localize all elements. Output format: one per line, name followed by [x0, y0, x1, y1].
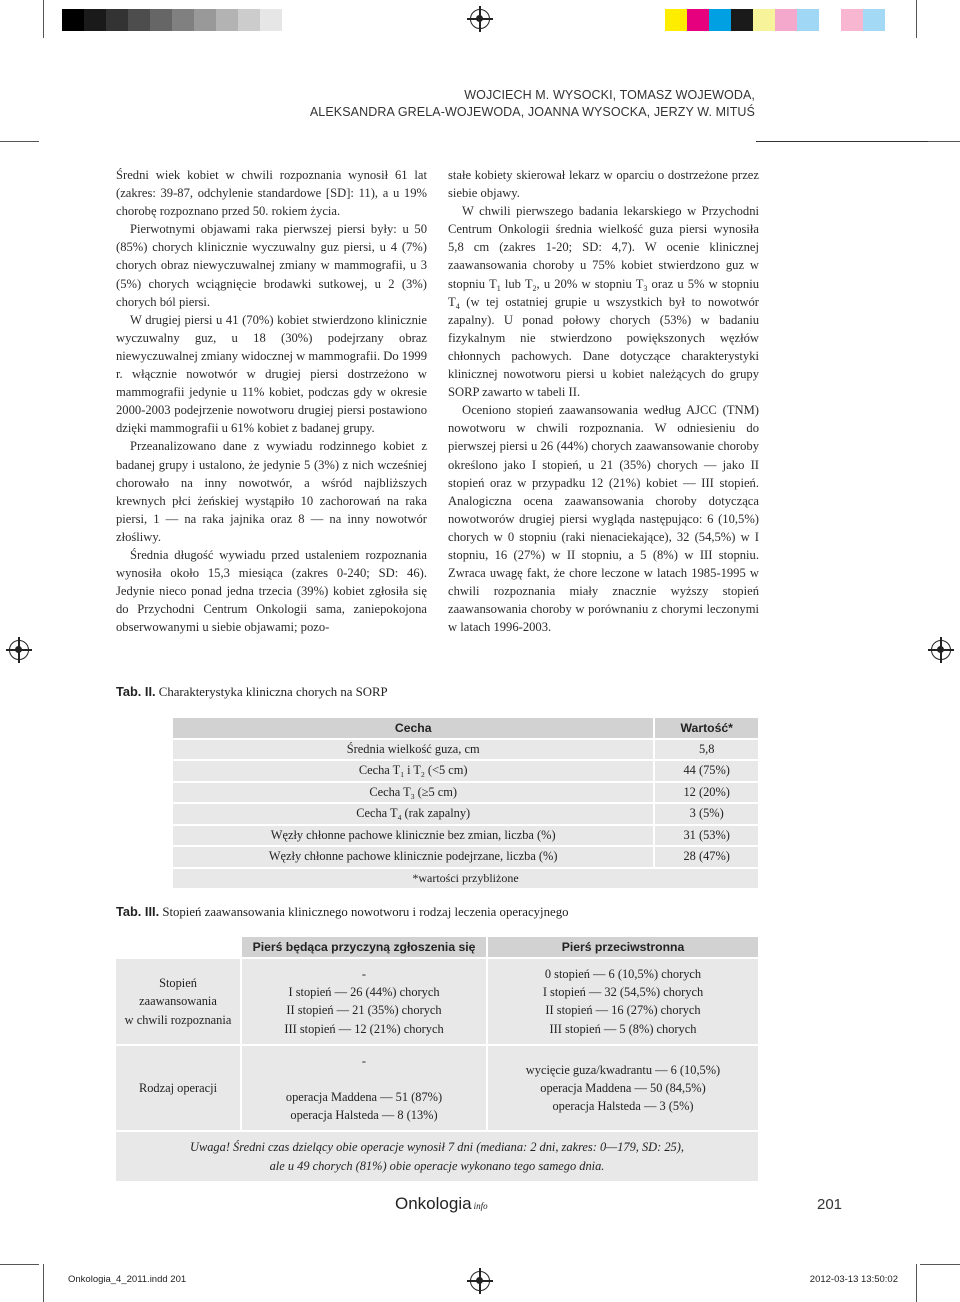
paragraph: Przeanalizowano dane z wywiadu rodzinnego kobiet z badanej grupy i ustalono, że jedynie 5 (3%) z nich wcześniej chorowało na inny nowotwór, a wśród najbliższych krewnych płci żeńskiej wystąpiło 10 zachorowań na raka piersi, 1 — na raka jajnika oraz 8 — na inny nowotwór złośliwy. [116, 439, 427, 544]
table-row [173, 847, 758, 869]
color-swatch [775, 9, 797, 31]
paragraph: Średni wiek kobiet w chwili rozpoznania wynosił 61 lat (zakres: 39-87, odchylenie standardowe [SD]: 11), a u 19% chorobę rozpoznano przed 50. rokiem życia. [116, 168, 427, 219]
page-number: 201 [817, 1196, 843, 1213]
table-row [173, 826, 758, 848]
color-swatch [863, 9, 885, 31]
color-swatch [106, 9, 128, 31]
table-row [173, 804, 758, 826]
table-cell: Średnia wielkość guza, cm [173, 740, 655, 762]
crop-mark [916, 1264, 917, 1302]
table-cell: Węzły chłonne pachowe klinicznie bez zmian, liczba (%) [173, 826, 655, 848]
paragraph: Średnia długość wywiadu przed ustaleniem rozpoznania wynosiła około 15,3 miesiąca (zakres 0-240; SD: 46). Jedynie nieco ponad jedna trzecia (39%) kobiet zgłosiła się do Przychodni Centrum Onkologii sama, zaniepokojona obserwowanymi u siebie objawami; pozo- [116, 547, 427, 635]
column-header: Pierś przeciwstronna [488, 937, 758, 959]
table-row [173, 783, 758, 805]
color-swatch [238, 9, 260, 31]
authors-line-1: WOJCIECH M. WYSOCKI, TOMASZ WOJEWODA, [464, 88, 755, 102]
color-swatch [84, 9, 106, 31]
color-swatch [687, 9, 709, 31]
registration-mark-icon [9, 640, 29, 660]
registration-mark-icon [470, 1271, 490, 1291]
table-3 [116, 937, 758, 1183]
color-swatch [194, 9, 216, 31]
color-swatch [172, 9, 194, 31]
table-cell: 31 (53%) [655, 826, 758, 848]
color-swatch [150, 9, 172, 31]
crop-mark [916, 0, 917, 38]
color-swatch [819, 9, 841, 31]
color-swatch [731, 9, 753, 31]
running-header [310, 87, 755, 121]
registration-mark-icon [931, 640, 951, 660]
table-footnote-row [173, 869, 758, 891]
table-header-row [173, 718, 758, 740]
column-header: Wartość* [655, 718, 758, 740]
table-row [116, 1046, 758, 1133]
table-note: Uwaga! Średni czas dzielący obie operacje wynosił 7 dni (mediana: 2 dni, zakres: 0—179, SD: 25), ale u 49 chorych (81%) obie operacje wykonano tego samego dnia. [116, 1132, 758, 1183]
color-swatch [62, 9, 84, 31]
table-cell: 12 (20%) [655, 783, 758, 805]
color-swatch [709, 9, 731, 31]
grayscale-color-bar [62, 9, 282, 31]
paragraph: W drugiej piersi u 41 (70%) kobiet stwierdzono klinicznie wyczuwalny guz, u 18 (30%) podejrzany obraz niewyczuwalnej zmiany widocznej w mammografii. Do 1999 r. włącznie nowotwór w drugiej piersi dostrzeżono w mammografii jedynie u 11% kobiet, podczas gdy w okresie 2000-2003 podejrzenie nowotworu drugiej piersi postawiono dzięki mammografii u 61% kobiet z badanej grupy. [116, 312, 427, 436]
row-label: Rodzaj operacji [116, 1046, 242, 1133]
authors-line-2: ALEKSANDRA GRELA-WOJEWODA, JOANNA WYSOCKA, JERZY W. MITUŚ [309, 105, 755, 119]
crop-mark [0, 141, 39, 142]
color-swatch [753, 9, 775, 31]
empty-header-cell [116, 937, 242, 959]
crop-mark [0, 1264, 39, 1265]
color-swatch [797, 9, 819, 31]
crop-mark [43, 0, 44, 38]
table-2 [173, 718, 758, 890]
slug-filename: Onkologia_4_2011.indd 201 [68, 1274, 187, 1285]
table-cell: wycięcie guza/kwadrantu — 6 (10,5%) operacja Maddena — 50 (84,5%) operacja Halsteda — 3 (5%) [488, 1046, 758, 1133]
registration-mark-icon [470, 9, 490, 29]
table-footnote: *wartości przybliżone [173, 869, 758, 891]
row-label: Stopień zaawansowania w chwili rozpoznania [116, 959, 242, 1046]
paragraph: Pierwotnymi objawami raka pierwszej piersi były: u 50 (85%) chorych klinicznie wyczuwalny guz piersi, u 4 (7%) chorych obraz niewyczuwalnej zmiany w mammografii, u 3 (5%) chorych wciągnięcie brodawki sutkowej, u 2 (3%) chorych ból piersi. [116, 222, 427, 309]
table-row [116, 959, 758, 1046]
table-row [173, 761, 758, 783]
table-cell: 3 (5%) [655, 804, 758, 826]
slug-timestamp: 2012-03-13 13:50:02 [809, 1274, 898, 1285]
table-cell: Cecha $T_1$ i $T_2$ (<5 cm) [173, 761, 655, 783]
table-cell: 44 (75%) [655, 761, 758, 783]
crop-mark [43, 1264, 44, 1302]
table-cell: Cecha $T_4$ (rak zapalny) [173, 804, 655, 826]
paragraph: stałe kobiety skierował lekarz w oparciu o dostrzeżone przez siebie objawy. [448, 168, 759, 201]
table-cell: - I stopień — 26 (44%) chorych II stopień — 21 (35%) chorych III stopień — 12 (21%) chorych [242, 959, 488, 1046]
table-header-row [116, 937, 758, 959]
cmyk-color-bar [665, 9, 885, 31]
table-cell: Cecha $T_3$ (≥5 cm) [173, 783, 655, 805]
table-cell: 28 (47%) [655, 847, 758, 869]
column-header: Pierś będąca przyczyną zgłoszenia się [242, 937, 488, 959]
color-swatch [128, 9, 150, 31]
table-cell: Węzły chłonne pachowe klinicznie podejrzane, liczba (%) [173, 847, 655, 869]
table-note-row [116, 1132, 758, 1183]
right-text-column [448, 166, 759, 636]
journal-logo: Onkologia info [395, 1194, 488, 1213]
table-cell: - operacja Maddena — 51 (87%) operacja Halsteda — 8 (13%) [242, 1046, 488, 1133]
table-cell: 0 stopień — 6 (10,5%) chorych I stopień — 32 (54,5%) chorych II stopień — 16 (27%) chorych III stopień — 5 (8%) chorych [488, 959, 758, 1046]
color-swatch [260, 9, 282, 31]
crop-mark [920, 1264, 960, 1265]
color-swatch [665, 9, 687, 31]
table-row [173, 740, 758, 762]
table-2-caption: Tab. II. Charakterystyka kliniczna chorych na SORP [116, 684, 388, 699]
table-3-caption: Tab. III. Stopień zaawansowania klinicznego nowotworu i rodzaj leczenia operacyjnego [116, 904, 569, 919]
column-header: Cecha [173, 718, 655, 740]
color-swatch [216, 9, 238, 31]
left-text-column [116, 166, 427, 636]
table-cell: 5,8 [655, 740, 758, 762]
paragraph: W chwili pierwszego badania lekarskiego w Przychodni Centrum Onkologii średnia wielkość guza piersi wynosiła 5,8 cm (zakres 1-20; SD: 4,7). W ocenie klinicznej zaawansowania choroby u 75% kobiet stwierdzono guz w stopniu $T_1$ lub $T_2$, u 20% w stopniu $T_3$ oraz u 5% w stopniu $T_4$ (w tej ostatniej grupie u wszystkich był to nowotwór zapalny). U ponad połowy chorych (53%) w badaniu fizykalnym nie stwierdzono powiększonych węzłów chłonnych pachowych. Dane dotyczące charakterystyki klinicznej nowotworu piersi u kobiet należących do grupy SORP zawarto w tabeli II. [448, 204, 760, 400]
color-swatch [841, 9, 863, 31]
paragraph: Oceniono stopień zaawansowania według AJCC (TNM) nowotworu w chwili rozpoznania. W odniesieniu do pierwszej piersi u 26 (44%) chorych zaawansowanie choroby określono jako I stopień, u 21 (35%) chorych — jako II stopień oraz w przypadku 12 (21%) kobiet — III stopień. Analogiczna ocena zaawansowania choroby dotycząca nowotworów drugiej piersi wygląda następująco: 6 (10,5%) chorych w 0 stopniu (raki nienaciekające), 32 (54,5%) w I stopniu, 16 (27%) w II stopniu, a 5 (8%) w III stopniu. Zwraca uwagę fakt, że chore leczone w latach 1985-1995 w chwili rozpoznania miały znacznie wyższy stopień zaawansowania choroby w porównaniu z chorymi leczonymi w latach 1996-2003. [448, 403, 759, 635]
header-rule [756, 141, 928, 142]
